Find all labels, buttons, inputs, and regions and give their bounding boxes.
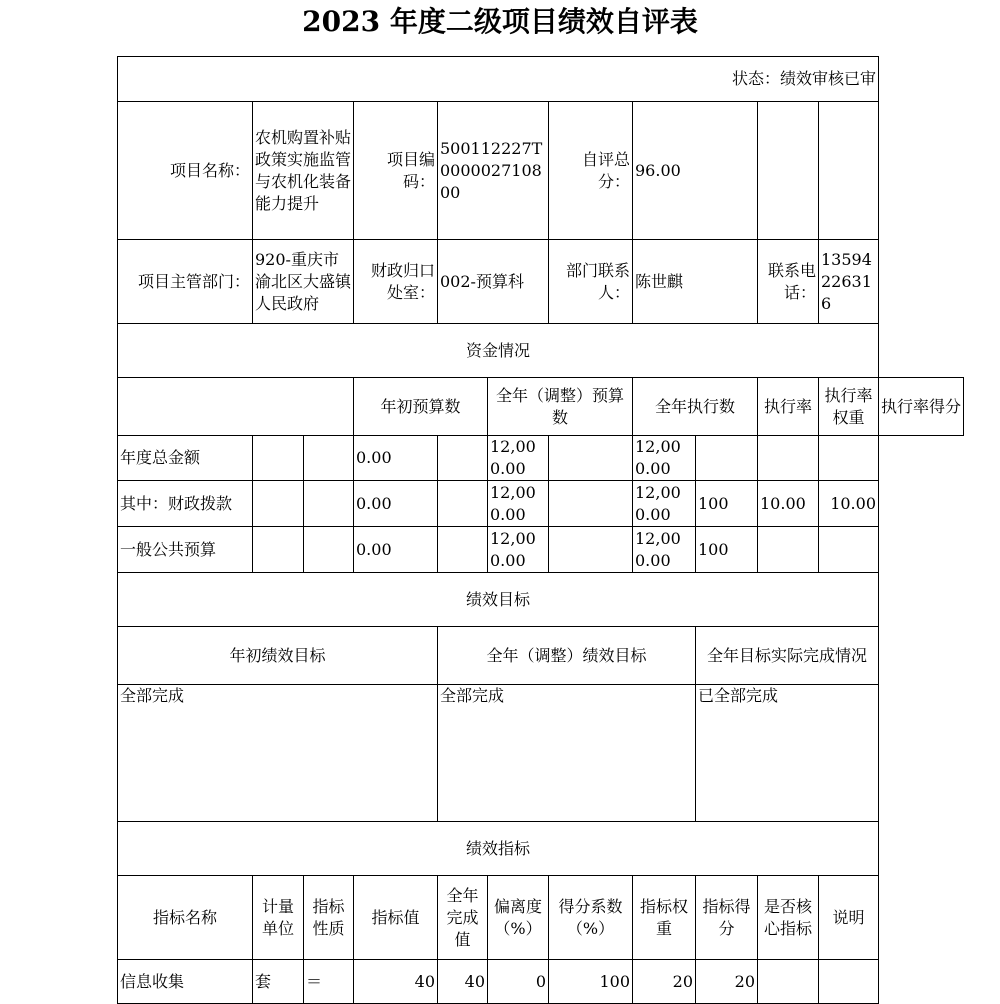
targets-header: 年初绩效目标 bbox=[118, 627, 438, 685]
status-text: 状态：绩效审核已审 bbox=[731, 69, 876, 88]
blank-cell bbox=[253, 481, 304, 527]
blank-cell bbox=[549, 436, 633, 481]
indicators-header: 指标名称 bbox=[118, 876, 253, 960]
score-value: 96.00 bbox=[633, 102, 758, 240]
indicator-coef: 100 bbox=[549, 960, 633, 1004]
funds-row bbox=[118, 481, 964, 527]
funds-section-title: 资金情况 bbox=[118, 324, 879, 378]
project-name-label: 项目名称： bbox=[118, 102, 253, 240]
funds-row bbox=[118, 436, 964, 481]
indicators-section-title: 绩效指标 bbox=[118, 822, 879, 876]
funds-adjusted: 12,000.00 bbox=[488, 481, 549, 527]
indicators-header: 指标值 bbox=[354, 876, 438, 960]
dept-label: 项目主管部门： bbox=[118, 240, 253, 324]
funds-executed: 12,000.00 bbox=[633, 527, 696, 573]
project-name-value: 农机购置补贴政策实施监管与农机化装备能力提升 bbox=[253, 102, 354, 240]
dept-value: 920-重庆市渝北区大盛镇人民政府 bbox=[253, 240, 354, 324]
blank-cell bbox=[438, 481, 488, 527]
blank-cell bbox=[304, 527, 354, 573]
indicators-header: 全年完成值 bbox=[438, 876, 488, 960]
targets-value: 全部完成 bbox=[438, 685, 696, 822]
page-title: 2023 年度二级项目绩效自评表 bbox=[302, 5, 698, 38]
indicators-header: 指标性质 bbox=[304, 876, 354, 960]
funds-adjusted: 12,000.00 bbox=[488, 527, 549, 573]
funds-header: 年初预算数 bbox=[354, 378, 488, 436]
finance-value: 002-预算科 bbox=[438, 240, 549, 324]
targets-section-title: 绩效目标 bbox=[118, 573, 879, 627]
funds-executed: 12,000.00 bbox=[633, 436, 696, 481]
phone-value: 13594226316 bbox=[819, 240, 879, 324]
funds-rate bbox=[696, 436, 758, 481]
indicators-header: 是否核心指标 bbox=[758, 876, 819, 960]
blank-cell bbox=[438, 436, 488, 481]
targets-value: 已全部完成 bbox=[696, 685, 879, 822]
indicators-header: 指标得分 bbox=[696, 876, 758, 960]
blank-cell bbox=[304, 481, 354, 527]
blank-cell bbox=[819, 102, 879, 240]
funds-header: 执行率得分 bbox=[879, 378, 964, 436]
project-code-label: 项目编码： bbox=[354, 102, 438, 240]
indicator-nature: ＝ bbox=[304, 960, 354, 1004]
funds-weight bbox=[758, 436, 819, 481]
indicator-unit: 套 bbox=[253, 960, 304, 1004]
indicator-note bbox=[819, 960, 879, 1004]
blank-cell bbox=[758, 102, 819, 240]
indicators-header: 指标权重 bbox=[633, 876, 696, 960]
phone-label: 联系电话： bbox=[758, 240, 819, 324]
status-cell bbox=[118, 57, 879, 102]
blank-cell bbox=[304, 436, 354, 481]
indicator-score: 20 bbox=[696, 960, 758, 1004]
indicators-header: 偏离度（%） bbox=[488, 876, 549, 960]
blank-cell bbox=[549, 527, 633, 573]
funds-score bbox=[819, 436, 879, 481]
targets-header: 全年（调整）绩效目标 bbox=[438, 627, 696, 685]
indicators-header: 得分系数（%） bbox=[549, 876, 633, 960]
funds-adjusted: 12,000.00 bbox=[488, 436, 549, 481]
blank-cell bbox=[253, 527, 304, 573]
blank-cell bbox=[253, 436, 304, 481]
funds-header: 执行率权重 bbox=[819, 378, 879, 436]
finance-label: 财政归口处室： bbox=[354, 240, 438, 324]
funds-row-name: 一般公共预算 bbox=[118, 527, 253, 573]
evaluation-table bbox=[117, 56, 964, 1004]
funds-weight: 10.00 bbox=[758, 481, 819, 527]
blank-cell bbox=[549, 481, 633, 527]
funds-header: 执行率 bbox=[758, 378, 819, 436]
funds-score: 10.00 bbox=[819, 481, 879, 527]
funds-row-name: 其中：财政拨款 bbox=[118, 481, 253, 527]
funds-initial: 0.00 bbox=[354, 527, 438, 573]
indicator-deviation: 0 bbox=[488, 960, 549, 1004]
funds-initial: 0.00 bbox=[354, 481, 438, 527]
funds-header-blank bbox=[118, 378, 354, 436]
indicator-value: 40 bbox=[354, 960, 438, 1004]
table-row bbox=[118, 960, 964, 1004]
targets-value: 全部完成 bbox=[118, 685, 438, 822]
funds-score bbox=[819, 527, 879, 573]
funds-initial: 0.00 bbox=[354, 436, 438, 481]
score-label: 自评总分： bbox=[549, 102, 633, 240]
funds-weight bbox=[758, 527, 819, 573]
funds-header: 全年（调整）预算数 bbox=[488, 378, 633, 436]
indicator-weight: 20 bbox=[633, 960, 696, 1004]
funds-executed: 12,000.00 bbox=[633, 481, 696, 527]
funds-header: 全年执行数 bbox=[633, 378, 758, 436]
funds-rate: 100 bbox=[696, 527, 758, 573]
indicator-name: 信息收集 bbox=[118, 960, 253, 1004]
indicators-header: 计量单位 bbox=[253, 876, 304, 960]
funds-row bbox=[118, 527, 964, 573]
contact-value: 陈世麒 bbox=[633, 240, 758, 324]
funds-rate: 100 bbox=[696, 481, 758, 527]
blank-cell bbox=[438, 527, 488, 573]
project-code-value: 500112227T000002710800 bbox=[438, 102, 549, 240]
funds-row-name: 年度总金额 bbox=[118, 436, 253, 481]
indicator-done: 40 bbox=[438, 960, 488, 1004]
targets-header: 全年目标实际完成情况 bbox=[696, 627, 879, 685]
indicators-header: 说明 bbox=[819, 876, 879, 960]
indicator-core bbox=[758, 960, 819, 1004]
contact-label: 部门联系人： bbox=[549, 240, 633, 324]
